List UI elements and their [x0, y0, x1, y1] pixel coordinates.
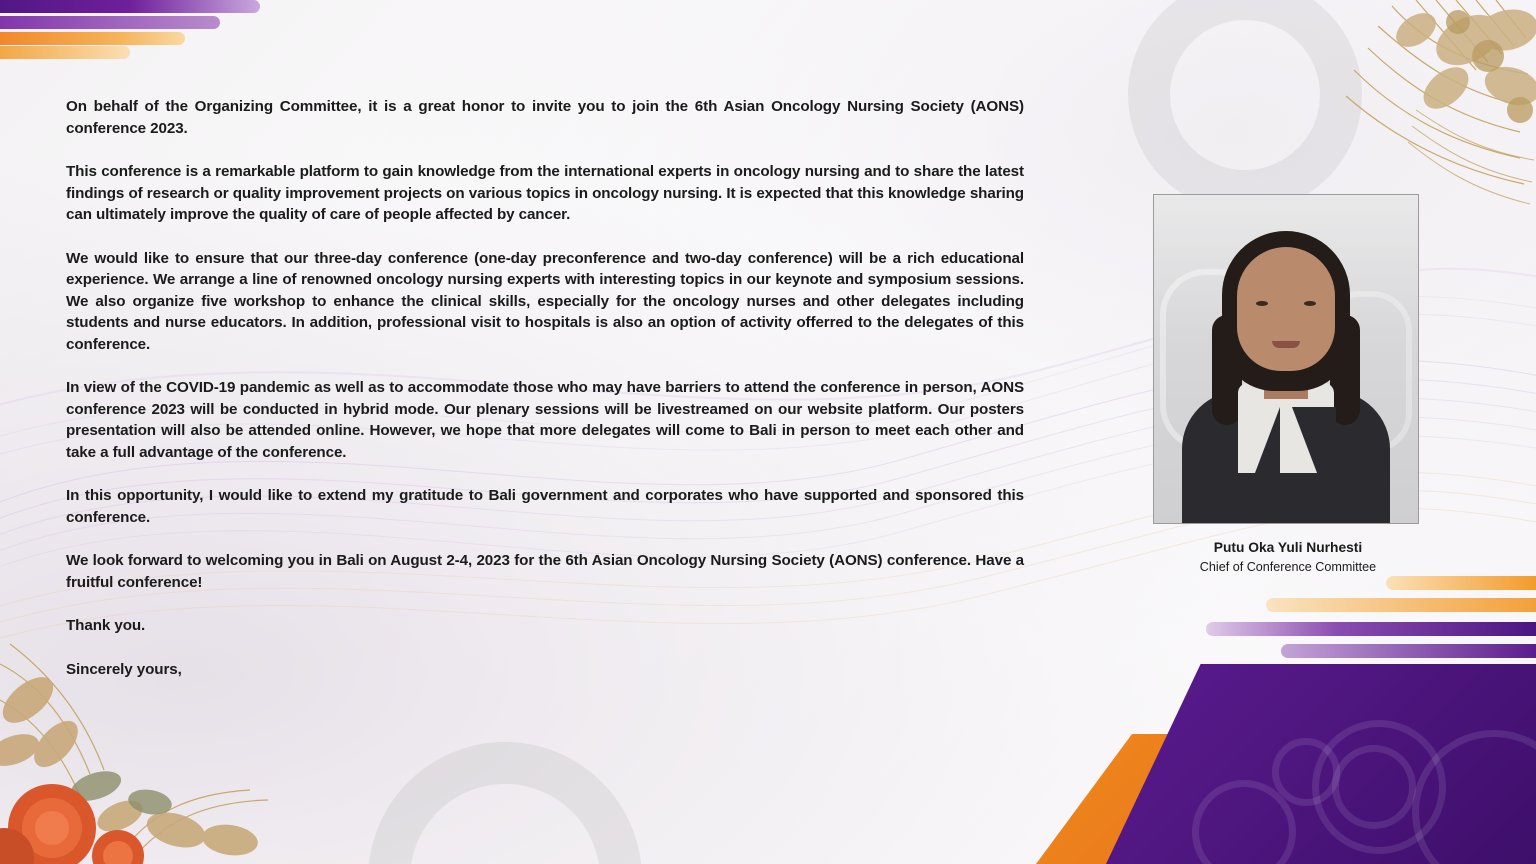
letter-paragraph-6: We look forward to welcoming you in Bali on August 2-4, 2023 for the 6th Asian Oncology Nursing Society (AONS) conference. Have a fruitful conference! — [66, 552, 1024, 591]
signature-role: Chief of Conference Committee — [1199, 560, 1377, 574]
portrait-photo — [1153, 194, 1419, 524]
ghost-circle-bottom-icon — [368, 742, 642, 864]
wedge-purple-decoration — [1106, 664, 1536, 864]
welcome-letter-body — [66, 96, 1024, 702]
letter-closing: Sincerely yours, — [66, 660, 182, 678]
letter-paragraph-5: In this opportunity, I would like to extend my gratitude to Bali government and corporates who have supported and sponsored this conference. — [66, 487, 1024, 526]
signature-name: Putu Oka Yuli Nurhesti — [1213, 540, 1363, 555]
ribbon-top-left — [0, 0, 290, 56]
letter-paragraph-2: This conference is a remarkable platform to gain knowledge from the international experts in oncology nursing and to share the latest findings of research or quality improvement projects on various topics in oncology nursing. It is expected that this knowledge sharing can ultimately improve the quality of care of people affected by cancer. — [66, 163, 1024, 223]
letter-paragraph-1: On behalf of the Organizing Committee, it is a great honor to invite you to join the 6th Asian Oncology Nursing Society (AONS) conference 2023. — [66, 98, 1024, 137]
letter-paragraph-4: In view of the COVID-19 pandemic as well as to accommodate those who may have barriers to attend the conference in person, AONS conference 2023 will be conducted in hybrid mode. Our plenary sessions will be livestreamed on our website platform. Our posters presentation will also be attended online. However, we hope that more delegates will come to Bali in person to meet each other and take a full advantage of the conference. — [66, 379, 1024, 461]
letter-paragraph-3: We would like to ensure that our three-day conference (one-day preconference and two-day conference) will be a rich educational experience. We arrange a line of renowned oncology nursing experts with interesting topics in our keynote and symposium sessions. We also organize five workshop to enhance the clinical skills, especially for the oncology nurses and other delegates including students and nurse educators. In addition, professional visit to hospitals is also an option of activity offerred to the delegates of this conference. — [66, 249, 1024, 353]
ribbon-mid-right — [1116, 576, 1536, 666]
letter-thank-you: Thank you. — [66, 617, 146, 634]
signature-block — [1153, 194, 1423, 574]
